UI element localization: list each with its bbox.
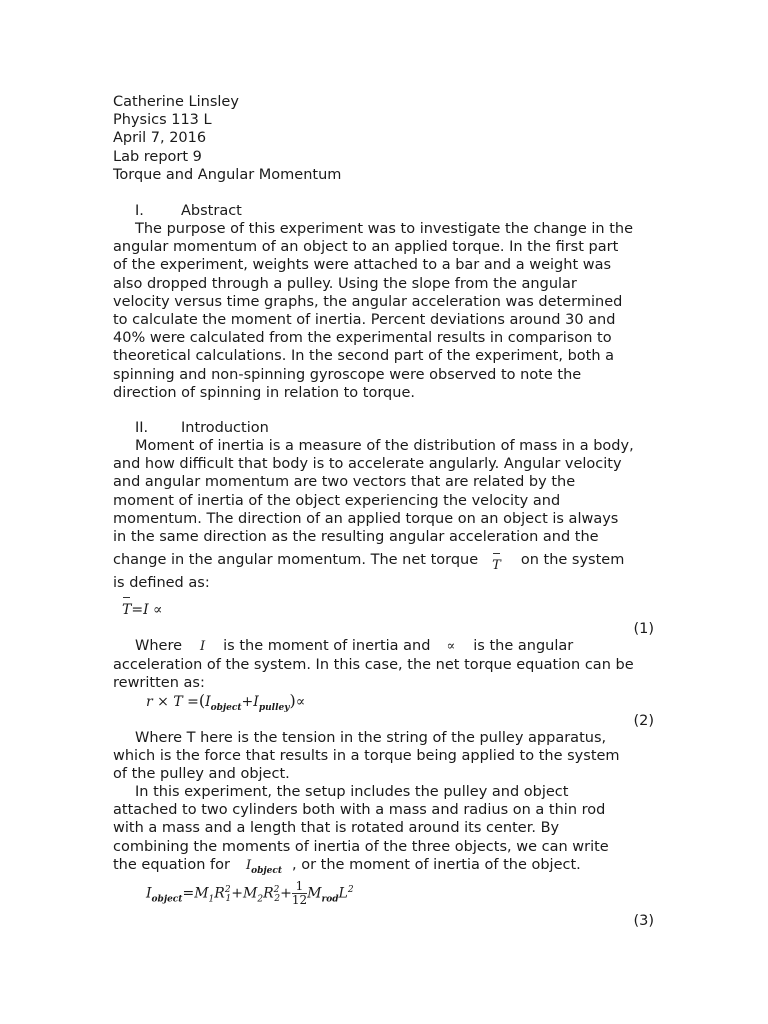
eq2-alpha: ∝ [295, 694, 306, 710]
eq3-r1-sup: 2 [224, 884, 231, 895]
abstract-line: direction of spinning in relation to torque. [113, 384, 415, 401]
abstract-line: spinning and non-spinning gyroscope were observed to note the [113, 366, 582, 383]
equation-1 [122, 601, 163, 619]
where2-line: Where T here is the tension in the string of the pulley apparatus, [135, 730, 607, 746]
inertia-symbol: I [200, 639, 206, 654]
introduction-number: II. [135, 420, 149, 436]
intro-line-torque [113, 551, 658, 573]
setup-line: In this experiment, the setup includes the pulley and object [135, 784, 569, 800]
eq3-m1: M [194, 885, 209, 902]
abstract-line: of the experiment, weights were attached to a bar and a weight was [113, 257, 612, 274]
eq3-r1: R [214, 885, 225, 902]
report-header [113, 93, 341, 184]
report-date: April 7, 2016 [113, 130, 207, 147]
eq1-equals: = [131, 602, 144, 618]
intro-torque-text: change in the angular momentum. The net torque [113, 552, 479, 568]
equation-3-number: (3) [633, 913, 654, 929]
eq3-inertia: I [146, 885, 152, 902]
eq3-m2: M [243, 885, 258, 902]
setup-paragraph [113, 783, 658, 880]
eq3-m1-sub: 1 [208, 894, 215, 905]
abstract-line: to calculate the moment of inertia. Percent deviations around 30 and [113, 312, 616, 329]
setup-line: with a mass and a length that is rotated around its center. By [113, 820, 560, 837]
intro-line: in the same direction as the resulting angular acceleration and the [113, 529, 599, 546]
intro-line: momentum. The direction of an applied torque on an object is always [113, 510, 619, 527]
eq2-close-paren: ) [289, 691, 296, 710]
eq1-torque: T [122, 602, 132, 618]
inertia-object-sub: object [251, 865, 282, 876]
eq3-m2-sub: 2 [257, 894, 264, 905]
abstract-number: I. [135, 203, 144, 219]
eq2-inertia-1: I [205, 694, 211, 710]
eq2-plus: + [241, 694, 254, 710]
equation-2 [146, 692, 305, 717]
where1-text: is the moment of inertia and [223, 638, 431, 654]
inertia-object-symbol: I [245, 857, 252, 873]
abstract-line: angular momentum of an object to an applied torque. In the first part [113, 239, 619, 256]
setup-line: combining the moments of inertia of the three objects, we can write [113, 838, 609, 855]
eq3-mrod: M [307, 885, 322, 902]
abstract-line: also dropped through a pulley. Using the slope from the angular [113, 275, 577, 292]
where1-line: rewritten as: [113, 675, 205, 692]
intro-line: Moment of inertia is a measure of the distribution of mass in a body, [135, 438, 634, 454]
intro-line: and how difficult that body is to accelerate angularly. Angular velocity [113, 456, 622, 473]
abstract-heading-text: Abstract [181, 203, 242, 219]
eq3-rod-sub: rod [321, 894, 339, 905]
eq3-r2-sub: 2 [274, 894, 281, 905]
eq2-sub-pulley: pulley [258, 702, 290, 713]
eq3-r2: R [263, 885, 274, 902]
eq2-sub-object: object [210, 702, 242, 713]
introduction-heading [135, 419, 269, 437]
abstract-paragraph [113, 220, 658, 402]
abstract-line: 40% were calculated from the experimental results in comparison to [113, 330, 612, 347]
setup-line: attached to two cylinders both with a mass and radius on a thin rod [113, 802, 606, 819]
equation-3 [146, 880, 354, 909]
where1-text-after: is the angular [473, 638, 574, 654]
equation-2-number: (2) [633, 713, 654, 729]
setup-last-text: the equation for [113, 856, 230, 873]
equation-1-number: (1) [633, 621, 654, 637]
intro-defined-text: is defined as: [113, 575, 210, 591]
abstract-line: velocity versus time graphs, the angular acceleration was determined [113, 293, 623, 310]
eq3-sub-object: object [151, 894, 183, 905]
where2-line: which is the force that results in a torque being applied to the system [113, 748, 620, 765]
eq3-plus-1: + [231, 885, 244, 902]
where2-line: of the pulley and object. [113, 766, 290, 783]
intro-line: and angular momentum are two vectors that are related by the [113, 474, 576, 491]
course-name: Physics 113 L [113, 112, 212, 129]
eq2-inertia-2: I [253, 694, 259, 710]
eq3-frac-top: 1 [292, 880, 307, 894]
intro-torque-text-after: on the system [520, 552, 625, 568]
eq3-plus-2: + [280, 885, 292, 902]
eq3-frac-bottom: 12 [291, 893, 308, 907]
where1-word: Where [135, 638, 183, 654]
abstract-heading [135, 202, 242, 220]
intro-line: moment of inertia of the object experiencing the velocity and [113, 492, 561, 509]
eq3-fraction [292, 880, 307, 907]
eq3-length: L [338, 885, 348, 902]
introduction-paragraph [113, 437, 658, 546]
introduction-heading-text: Introduction [181, 420, 269, 436]
abstract-line: The purpose of this experiment was to investigate the change in the [135, 221, 634, 237]
eq3-length-sup: 2 [347, 884, 354, 895]
where1-line: acceleration of the system. In this case, the net torque equation can be [113, 657, 634, 674]
setup-last-text-after: , or the moment of inertia of the object. [292, 856, 581, 873]
author-name: Catherine Linsley [113, 94, 239, 110]
where-paragraph-2 [113, 729, 658, 784]
eq3-equals: = [182, 885, 195, 902]
report-number: Lab report 9 [113, 148, 202, 165]
abstract-line: theoretical calculations. In the second part of the experiment, both a [113, 348, 615, 365]
intro-line-defined [113, 574, 658, 592]
where-paragraph-1 [113, 637, 658, 693]
torque-symbol: T [492, 557, 501, 575]
eq1-rhs: I ∝ [143, 602, 163, 618]
eq3-r1-sub: 1 [225, 894, 232, 905]
eq2-open-paren: ( [198, 691, 206, 710]
report-title: Torque and Angular Momentum [113, 166, 342, 183]
eq3-r2-sup: 2 [273, 884, 280, 895]
alpha-symbol: ∝ [446, 639, 456, 654]
eq2-lhs: r × T = [146, 694, 199, 710]
